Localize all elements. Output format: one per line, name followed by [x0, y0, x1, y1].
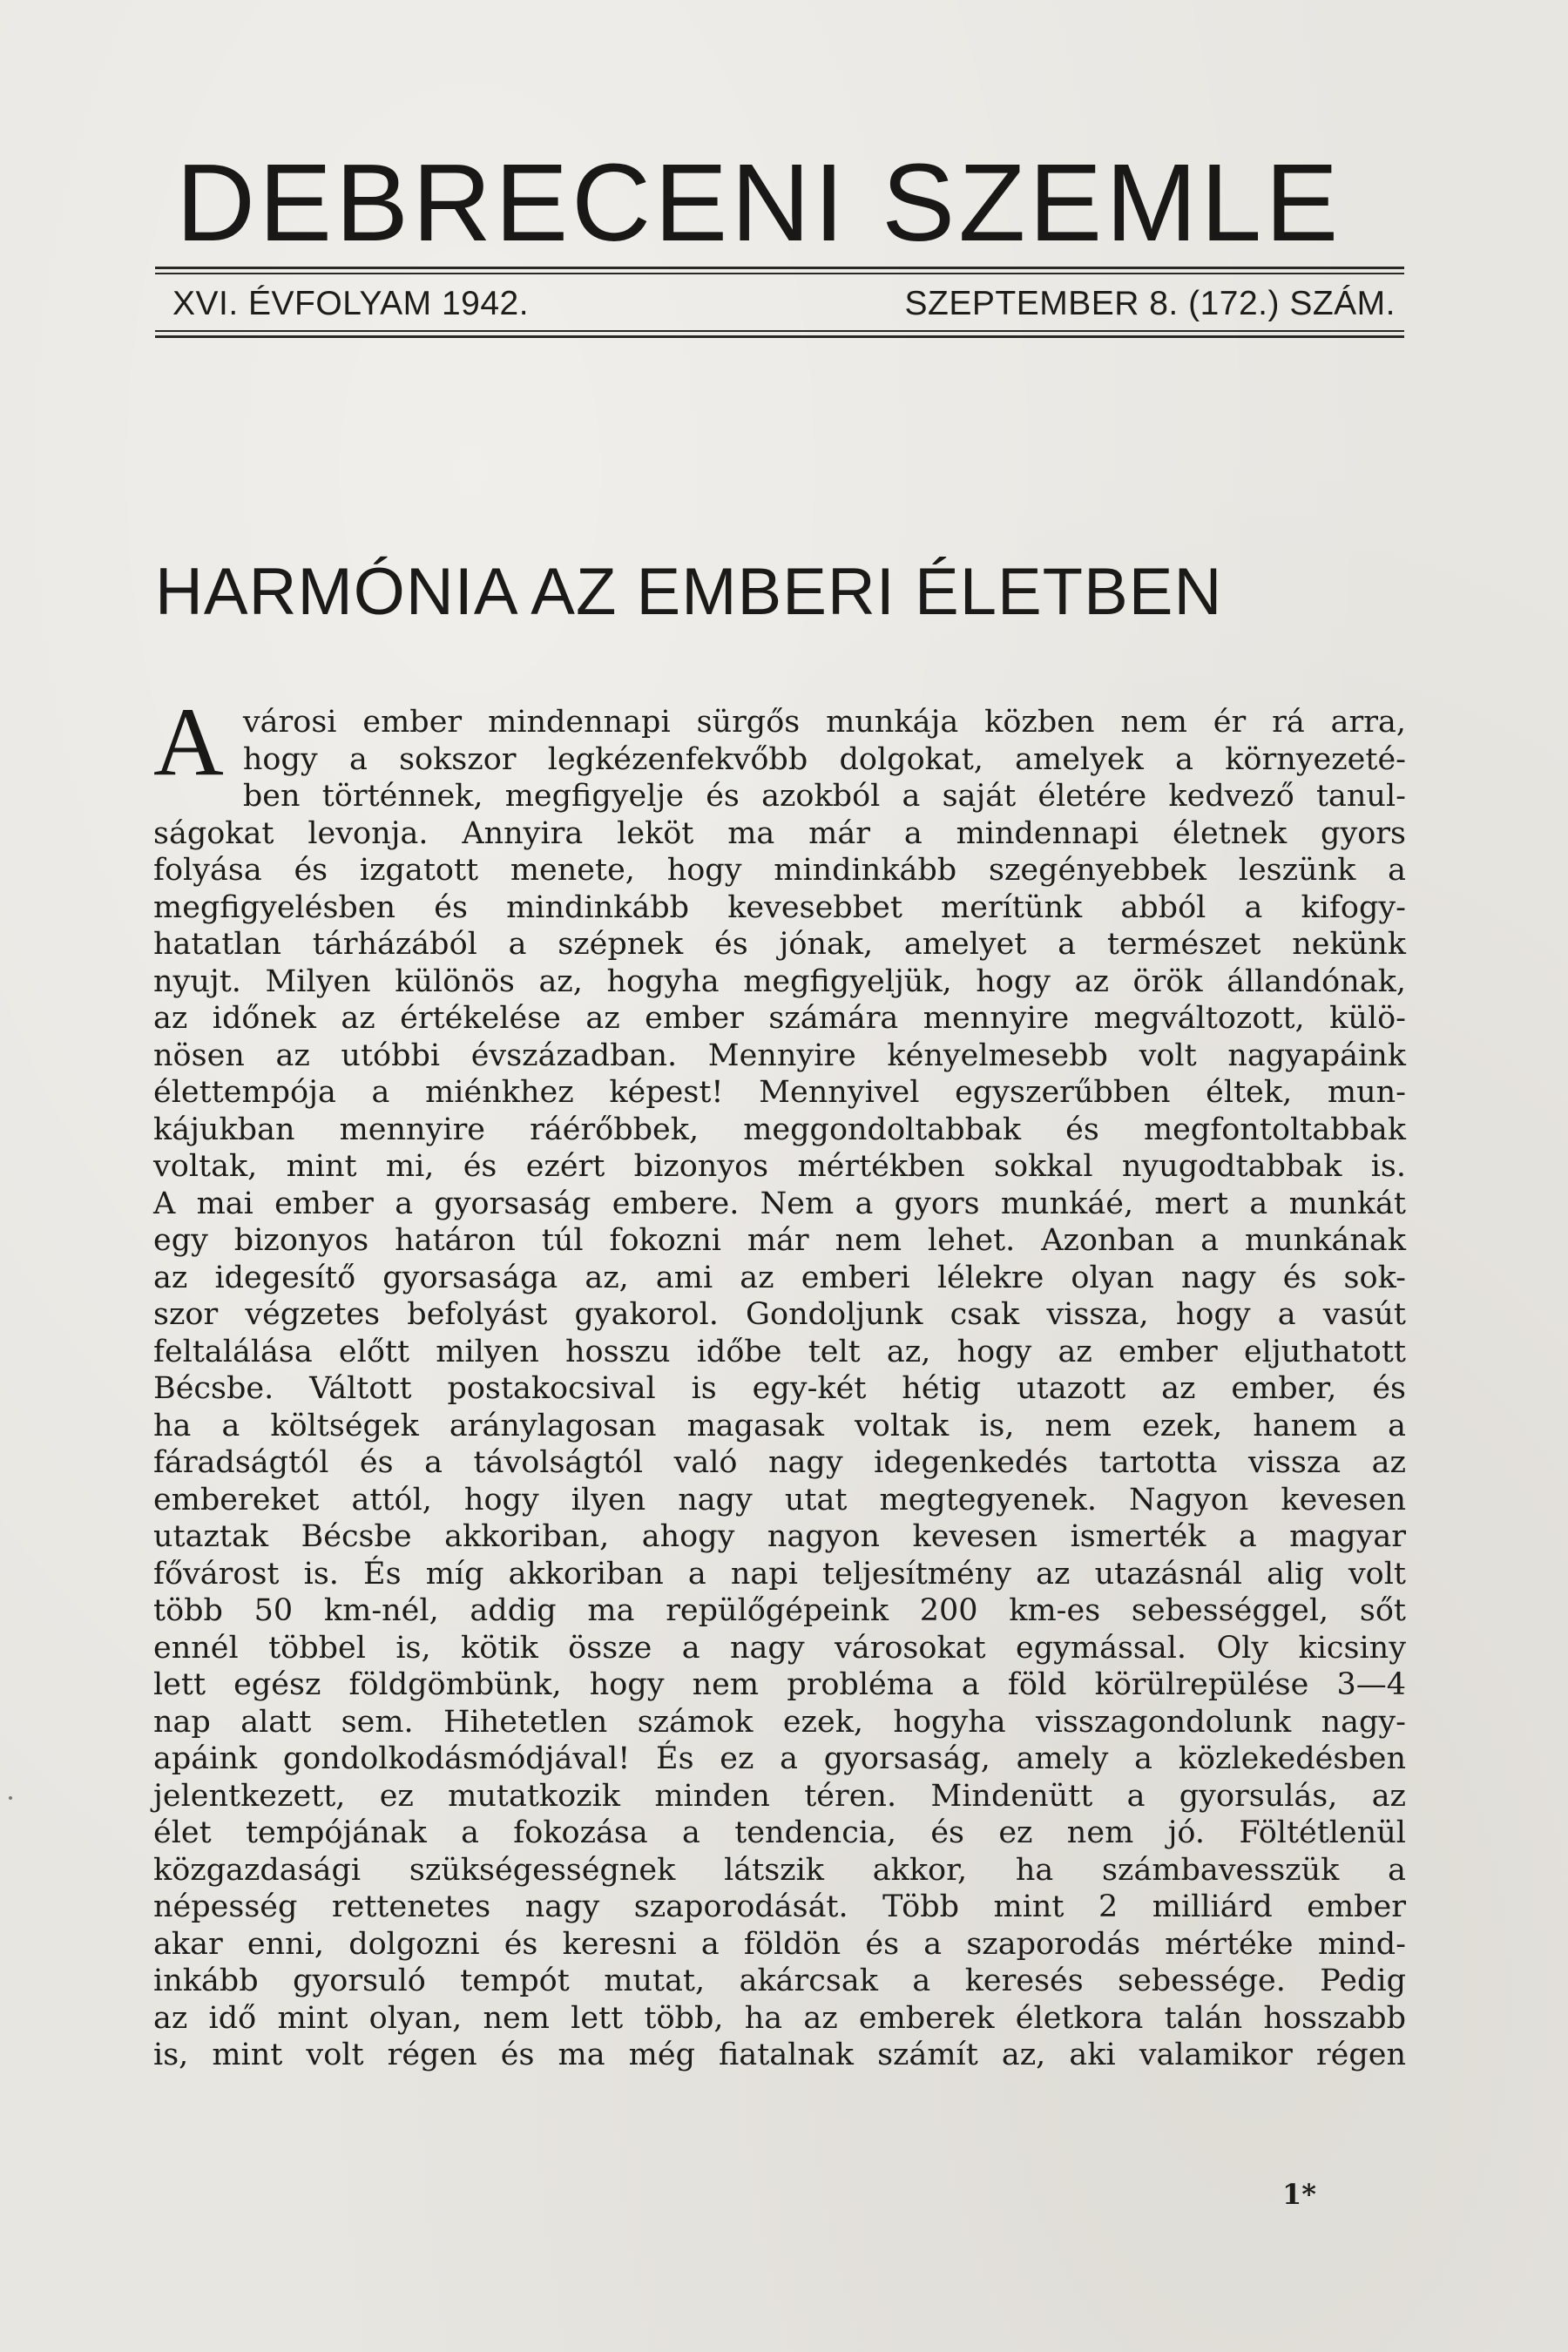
body-line: az idegesítő gyorsasága az, ami az emberi lélekre olyan nagy és sok- — [153, 1260, 1406, 1295]
body-line: folyása és izgatott menete, hogy mindinkább szegényebbek leszünk a — [153, 853, 1406, 888]
body-line: feltalálása előtt milyen hosszu időbe telt az, hogy az ember eljuthatott — [153, 1334, 1406, 1369]
body-line: nap alatt sem. Hihetetlen számok ezek, hogyha visszagondolunk nagy- — [153, 1704, 1406, 1740]
body-line: lett egész földgömbünk, hogy nem probléma a föld körülrepülése 3—4 — [153, 1667, 1406, 1702]
body-line: nösen az utóbbi évszázadban. Mennyire kényelmesebb volt nagyapáink — [153, 1037, 1406, 1073]
body-line: szor végzetes befolyást gyakorol. Gondoljunk csak vissza, hogy a vasút — [153, 1297, 1406, 1332]
body-line: Bécsbe. Váltott postakocsival is egy-két hétig utazott az ember, és — [153, 1371, 1406, 1406]
body-line: apáink gondolkodásmódjával! És ez a gyorsaság, amely a közlekedésben — [153, 1741, 1406, 1776]
journal-title: DEBRECENI SZEMLE — [176, 141, 1342, 264]
body-line: az időnek az értékelése az ember számára mennyire megváltozott, külö- — [153, 1001, 1406, 1036]
body-line: is, mint volt régen és ma még fiatalnak számít az, aki valamikor régen — [153, 2038, 1406, 2072]
body-line: utaztak Bécsbe akkoriban, ahogy nagyon kevesen ismerték a magyar — [153, 1519, 1406, 1554]
body-line: közgazdasági szükségességnek látszik akkor, ha számbavesszük a — [153, 1852, 1406, 1888]
body-line: ben történnek, megfigyelje és azokból a saját életére kedvező tanul- — [242, 779, 1406, 814]
body-line: ennél többel is, kötik össze a nagy városokat egymással. Oly kicsiny — [153, 1630, 1406, 1666]
body-line: jelentkezett, ez mutatkozik minden téren. Mindenütt a gyorsulás, az — [153, 1778, 1406, 1814]
body-line: népesség rettenetes nagy szaporodását. Több mint 2 milliárd ember — [153, 1889, 1406, 1924]
body-line: több 50 km-nél, addig ma repülőgépeink 200 km-es sebességgel, sőt — [153, 1593, 1406, 1628]
body-line: akar enni, dolgozni és keresni a földön és a szaporodás mértéke mind- — [153, 1926, 1406, 1962]
body-line: ságokat levonja. Annyira leköt ma már a mindennapi életnek gyors — [153, 815, 1406, 851]
body-line: egy bizonyos határon túl fokozni már nem lehet. Azonban a munkának — [153, 1223, 1406, 1258]
volume-year: XVI. ÉVFOLYAM 1942. — [172, 285, 530, 322]
masthead-top-rule — [155, 267, 1404, 274]
body-line: embereket attól, hogy ilyen nagy utat megtegyenek. Nagyon kevesen — [153, 1482, 1406, 1517]
body-line: városi ember mindennapi sürgős munkája közben nem ér rá arra, — [242, 705, 1406, 740]
body-line: hogy a sokszor legkézenfekvőbb dolgokat, amelyek a környezeté- — [242, 741, 1406, 777]
body-line: kájukban mennyire ráérőbbek, meggondoltabbak és megfontoltabbak — [153, 1112, 1406, 1147]
body-line: élet tempójának a fokozása a tendencia, és ez nem jó. Föltétlenül — [153, 1815, 1406, 1850]
article-title: HARMÓNIA AZ EMBERI ÉLETBEN — [155, 555, 1223, 629]
body-line: A mai ember a gyorsaság embere. Nem a gyors munkáé, mert a munkát — [153, 1186, 1406, 1221]
drop-cap: A — [153, 688, 224, 796]
body-line: nyujt. Milyen különös az, hogyha megfigyeljük, hogy az örök állandónak, — [153, 963, 1406, 999]
article-body — [153, 688, 1406, 2074]
issue-date-number: SZEPTEMBER 8. (172.) SZÁM. — [904, 285, 1396, 322]
masthead — [155, 141, 1404, 338]
body-line: megfigyelésben és mindinkább kevesebbet merítünk abból a kifogy- — [153, 889, 1406, 925]
body-line: fővárost is. És míg akkoriban a napi teljesítmény az utazásnál alig volt — [153, 1556, 1406, 1592]
body-line: élettempója a miénkhez képest! Mennyivel egyszerűbben éltek, mun- — [153, 1075, 1406, 1110]
body-line: inkább gyorsuló tempót mutat, akárcsak a keresés sebessége. Pedig — [153, 1963, 1406, 1998]
body-line: fáradságtól és a távolságtól való nagy idegenkedés tartotta vissza az — [153, 1445, 1406, 1480]
paper-speck — [9, 1796, 12, 1800]
masthead-bottom-rule — [155, 330, 1404, 338]
body-line: ha a költségek aránylagosan magasak voltak is, nem ezek, hanem a — [153, 1408, 1406, 1443]
page-number: 1* — [1282, 2178, 1316, 2211]
body-line: az idő mint olyan, nem lett több, ha az emberek életkora talán hosszabb — [153, 2000, 1406, 2036]
body-line: voltak, mint mi, és ezért bizonyos mértékben sokkal nyugodtabbak is. — [153, 1149, 1406, 1184]
body-line: hatatlan tárházából a szépnek és jónak, amelyet a természet nekünk — [153, 927, 1406, 962]
issue-info — [155, 274, 1404, 330]
